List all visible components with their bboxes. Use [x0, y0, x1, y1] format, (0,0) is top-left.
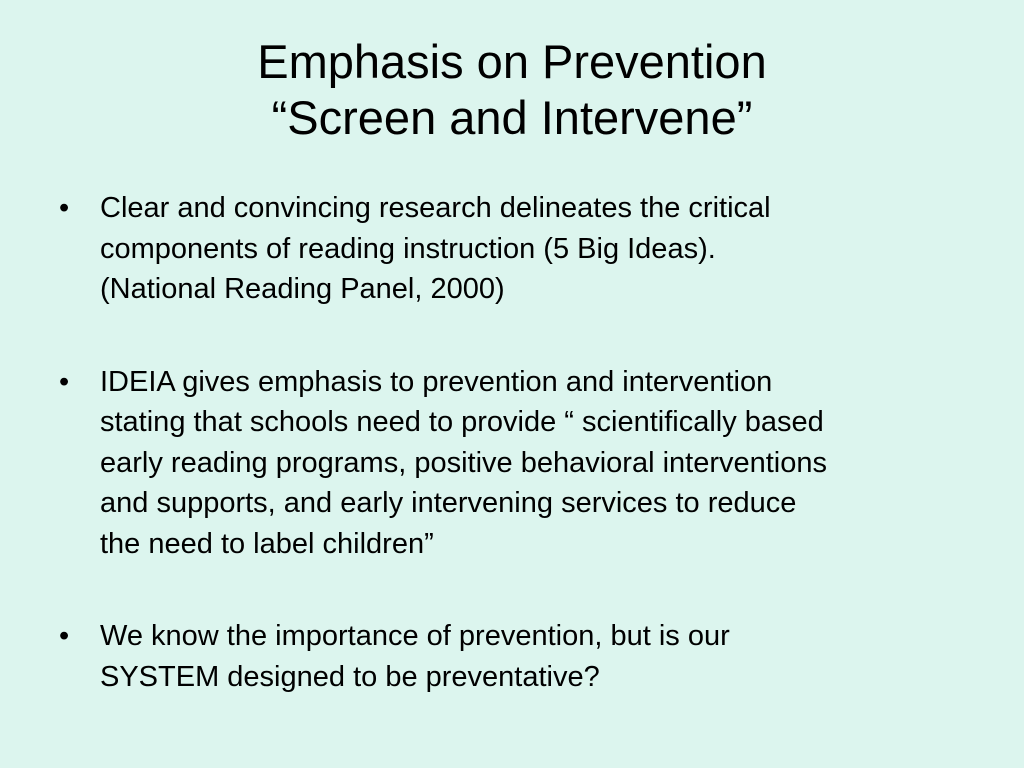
bullet-dot-icon: • — [59, 620, 70, 652]
slide-title — [0, 34, 1024, 146]
bullet-item-ideia — [0, 362, 1024, 565]
title-line-1: Emphasis on Prevention — [257, 35, 767, 88]
bullet-dot-icon: • — [59, 365, 70, 398]
bullet-item-system — [0, 616, 1024, 697]
bullet-dot-icon: • — [59, 192, 70, 224]
bullet-text: Clear and convincing research delineates the critical components of reading instruction (5 Big Ideas). (National Reading Panel, 2000) — [100, 192, 771, 305]
title-line-2: “Screen and Intervene” — [271, 91, 753, 144]
bullet-list — [0, 188, 1024, 697]
bullet-item-research — [0, 188, 1024, 310]
bullet-text: We know the importance of prevention, but is our SYSTEM designed to be preventative? — [100, 620, 730, 693]
bullet-text: IDEIA gives emphasis to prevention and intervention stating that schools need to provide “ scientifically based early reading programs, positive behavioral interventions and supports, and early intervening services to reduce the need to label children” — [100, 365, 827, 560]
